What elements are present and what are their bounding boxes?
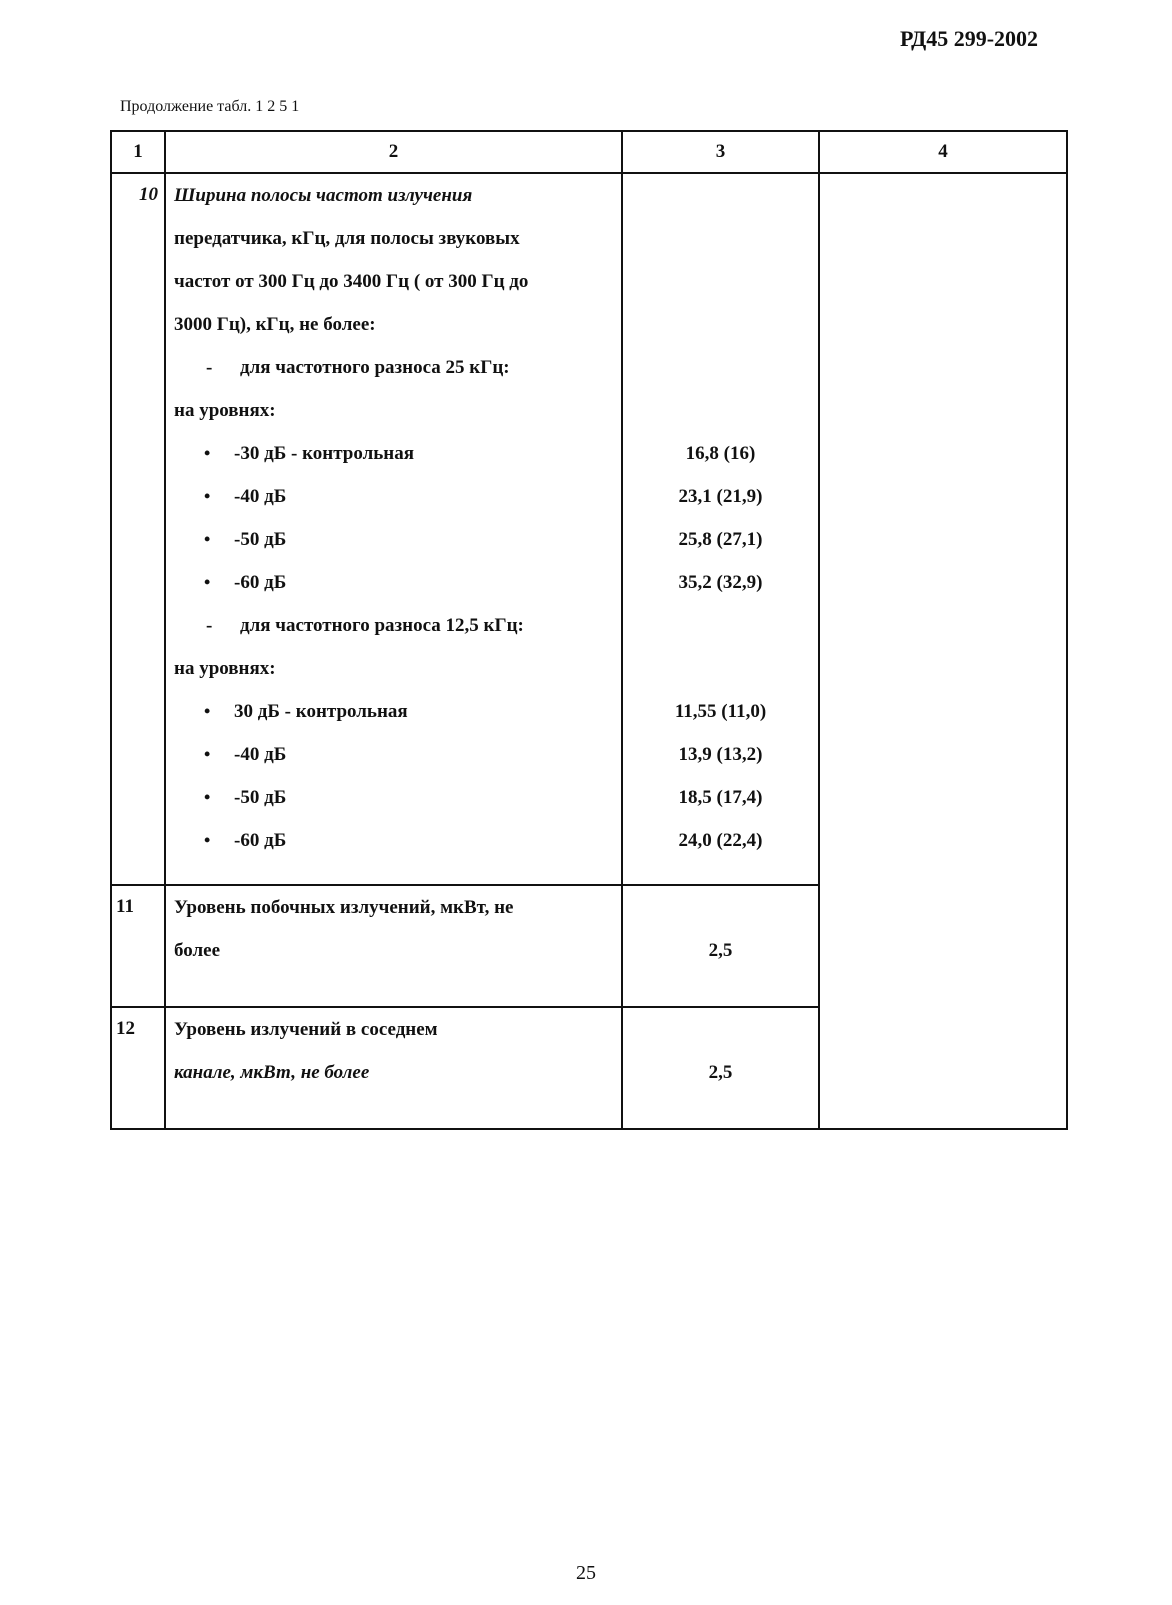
value-text: 13,9 (13,2) <box>678 744 763 765</box>
list-item-label: для частотного разноса 25 кГц: <box>240 357 510 378</box>
spacer <box>623 389 818 432</box>
list-item <box>166 819 621 862</box>
levels-label: на уровнях: <box>174 658 276 679</box>
spec-table <box>110 130 1068 1130</box>
spacer <box>623 260 818 303</box>
row-number: 12 <box>111 1007 165 1129</box>
value-text: 25,8 (27,1) <box>678 529 763 550</box>
value-text: 18,5 (17,4) <box>678 787 763 808</box>
spacer <box>623 174 818 217</box>
bullet-icon: • <box>204 529 211 549</box>
list-item-label: -30 дБ - контрольная <box>234 443 415 464</box>
spacer <box>623 1008 818 1051</box>
bullet-icon: • <box>204 486 211 506</box>
spacer <box>623 886 818 929</box>
parameter-text-line: Уровень излучений в соседнем <box>174 1019 438 1040</box>
parameter-text-line: 3000 Гц), кГц, не более: <box>174 314 376 335</box>
table-header-row <box>111 131 1067 173</box>
value-text: 2,5 <box>708 940 733 961</box>
list-item <box>166 690 621 733</box>
table-row <box>111 173 1067 885</box>
page-number: 25 <box>576 1562 596 1584</box>
parameter-text-line: канале, мкВт, не более <box>174 1062 370 1083</box>
list-item <box>166 518 621 561</box>
list-item-label: 30 дБ - контрольная <box>234 701 408 722</box>
list-item-label: -40 дБ <box>234 486 287 507</box>
column-header-3: 3 <box>622 131 819 173</box>
bullet-icon: • <box>204 443 211 463</box>
list-item <box>166 475 621 518</box>
bullet-icon: • <box>204 787 211 807</box>
list-item-label: -50 дБ <box>234 529 287 550</box>
row-number: 10 <box>111 173 165 885</box>
column-header-2: 2 <box>165 131 622 173</box>
dash-marker: - <box>206 615 213 636</box>
spacer <box>623 604 818 647</box>
value-text: 24,0 (22,4) <box>678 830 763 851</box>
value-cell <box>622 173 819 885</box>
column-4-cell <box>819 173 1067 1129</box>
list-item-label: -60 дБ <box>234 830 287 851</box>
parameter-cell <box>165 173 622 885</box>
value-text: 11,55 (11,0) <box>674 701 767 722</box>
spacer <box>623 217 818 260</box>
spacer <box>623 647 818 690</box>
parameter-title: Ширина полосы частот излучения <box>174 185 473 206</box>
parameter-cell <box>165 885 622 1007</box>
column-header-1: 1 <box>111 131 165 173</box>
column-header-4: 4 <box>819 131 1067 173</box>
list-item <box>166 776 621 819</box>
bullet-icon: • <box>204 830 211 850</box>
dash-marker: - <box>206 357 213 378</box>
value-cell <box>622 885 819 1007</box>
parameter-cell <box>165 1007 622 1129</box>
value-cell <box>622 1007 819 1129</box>
list-item-label: -50 дБ <box>234 787 287 808</box>
bullet-icon: • <box>204 701 211 721</box>
list-item-label: -60 дБ <box>234 572 287 593</box>
parameter-text-line: передатчика, кГц, для полосы звуковых <box>174 228 520 249</box>
bullet-icon: • <box>204 572 211 592</box>
row-number: 11 <box>111 885 165 1007</box>
list-item <box>166 561 621 604</box>
value-text: 16,8 (16) <box>685 443 756 464</box>
value-text: 2,5 <box>708 1062 733 1083</box>
list-item <box>166 604 621 647</box>
parameter-text-line: частот от 300 Гц до 3400 Гц ( от 300 Гц до <box>174 271 529 292</box>
parameter-text-line: более <box>174 940 221 961</box>
list-item <box>166 432 621 475</box>
list-item-label: для частотного разноса 12,5 кГц: <box>240 615 524 636</box>
value-text: 23,1 (21,9) <box>678 486 763 507</box>
levels-label: на уровнях: <box>174 400 276 421</box>
parameter-text-line: Уровень побочных излучений, мкВт, не <box>174 897 514 918</box>
list-item <box>166 733 621 776</box>
list-item-label: -40 дБ <box>234 744 287 765</box>
table-caption: Продолжение табл. 1 2 5 1 <box>120 98 300 115</box>
list-item <box>166 346 621 389</box>
spacer <box>623 303 818 346</box>
spacer <box>623 346 818 389</box>
value-text: 35,2 (32,9) <box>678 572 763 593</box>
document-code: РД45 299-2002 <box>900 26 1039 51</box>
bullet-icon: • <box>204 744 211 764</box>
